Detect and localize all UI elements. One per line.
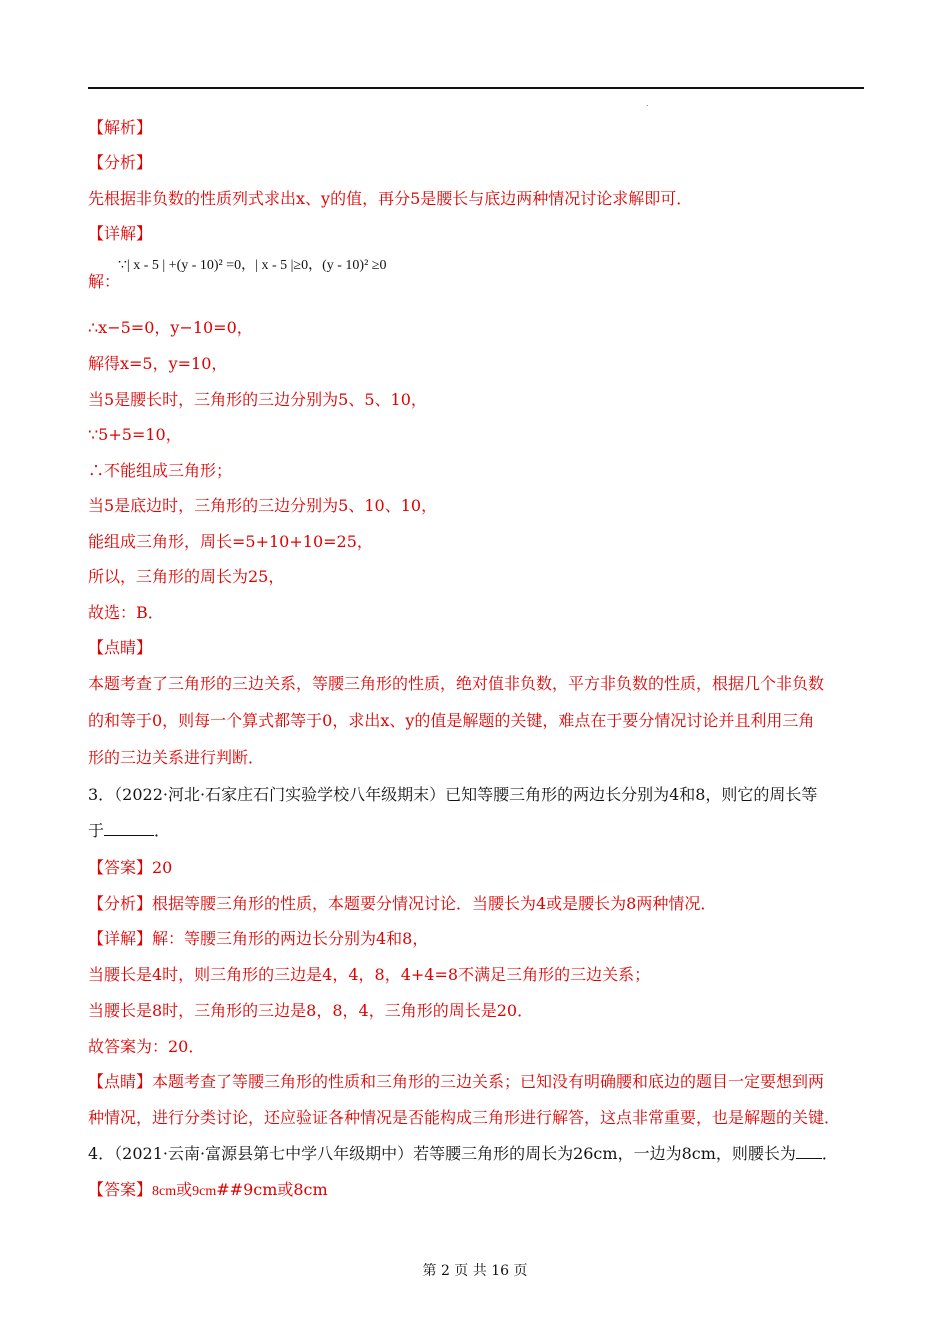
question-4	[88, 1144, 838, 1164]
answer-blank	[796, 1144, 822, 1159]
step-line: ∴x−5=0，y−10=0，	[88, 318, 253, 337]
page-footer: 第 2 页 共 16 页	[422, 1263, 528, 1279]
header-rule	[88, 87, 864, 89]
header-dot: .	[646, 99, 649, 108]
analysis-heading: 【解析】	[88, 118, 153, 137]
question-3-suffix: ．	[154, 821, 171, 840]
dianjing-text: 的和等于0，则每一个算式都等于0，求出x、y的值是解题的关键，难点在于要分情况讨论并且利用三角	[88, 711, 815, 730]
step-line: 当5是腰长时，三角形的三边分别为5、5、10，	[88, 390, 427, 409]
fenxi-heading: 【分析】	[88, 153, 153, 172]
dianjing-heading: 【点睛】	[88, 638, 153, 657]
step-line: 当腰长是4时，则三角形的三边是4，4，8，4+4=8不满足三角形的三边关系；	[88, 965, 651, 984]
answer-value: 8cm	[152, 1184, 177, 1199]
step-line: 解得x=5，y=10，	[88, 354, 228, 373]
dianjing-line: 种情况，进行分类讨论，还应验证各种情况是否能构成三角形进行解答，这点非常重要，也是解题的关键．	[88, 1108, 841, 1127]
step-line: 所以，三角形的周长为25，	[88, 567, 285, 586]
question-3: 3．（2022·河北·石家庄石门实验学校八年级期末）已知等腰三角形的两边长分别为4和8，则它的周长等	[88, 785, 818, 804]
step-line: 当腰长是8时，三角形的三边是8，8，4，三角形的周长是20．	[88, 1001, 534, 1020]
step-line: 当5是底边时，三角形的三边分别为5、10、10，	[88, 496, 438, 515]
answer-or: 或	[176, 1180, 193, 1199]
question-4-suffix: ．	[821, 1144, 838, 1163]
step-line: 能组成三角形，周长=5+10+10=25，	[88, 532, 373, 551]
question-4-text: 4．（2021·云南·富源县第七中学八年级期中）若等腰三角形的周长为26cm，一边为8cm，则腰长为	[88, 1144, 796, 1163]
fenxi-text: 先根据非负数的性质列式求出x、y的值，再分5是腰长与底边两种情况讨论求解即可．	[88, 189, 693, 208]
step-line: ∵5+5=10，	[88, 425, 182, 444]
solution-prefix: 解：	[88, 272, 121, 291]
dianjing-text: 本题考查了三角形的三边关系，等腰三角形的性质，绝对值非负数，平方非负数的性质，根据几个非负数	[88, 674, 825, 693]
xiangjie-heading: 【详解】	[88, 224, 153, 243]
answer-blank	[104, 821, 154, 836]
dianjing-text: 形的三边关系进行判断．	[88, 748, 265, 767]
answer-line: 【答案】20	[88, 858, 173, 877]
answer-choice: 故选：B．	[88, 603, 164, 622]
answer-line-4	[88, 1180, 328, 1202]
dianjing-line: 【点睛】本题考查了等腰三角形的性质和三角形的三边关系；已知没有明确腰和底边的题目一定要想到两	[88, 1072, 825, 1091]
step-line: ∴不能组成三角形；	[88, 461, 233, 480]
formula-line: ∵| x - 5 | +(y - 10)² =0，| x - 5 |≥0，(y - 10)² ≥0	[118, 258, 387, 273]
answer-label: 【答案】	[88, 1180, 153, 1199]
question-3-prefix: 于	[88, 821, 105, 840]
fenxi-line: 【分析】根据等腰三角形的性质，本题要分情况讨论．当腰长为4或是腰长为8两种情况．	[88, 894, 717, 913]
step-line: 故答案为：20．	[88, 1037, 205, 1056]
answer-value: 9cm	[192, 1184, 217, 1199]
xiangjie-line: 【详解】解：等腰三角形的两边长分别为4和8，	[88, 929, 429, 948]
answer-rest: ##9cm或8cm	[216, 1180, 328, 1199]
question-3-cont	[88, 821, 170, 841]
